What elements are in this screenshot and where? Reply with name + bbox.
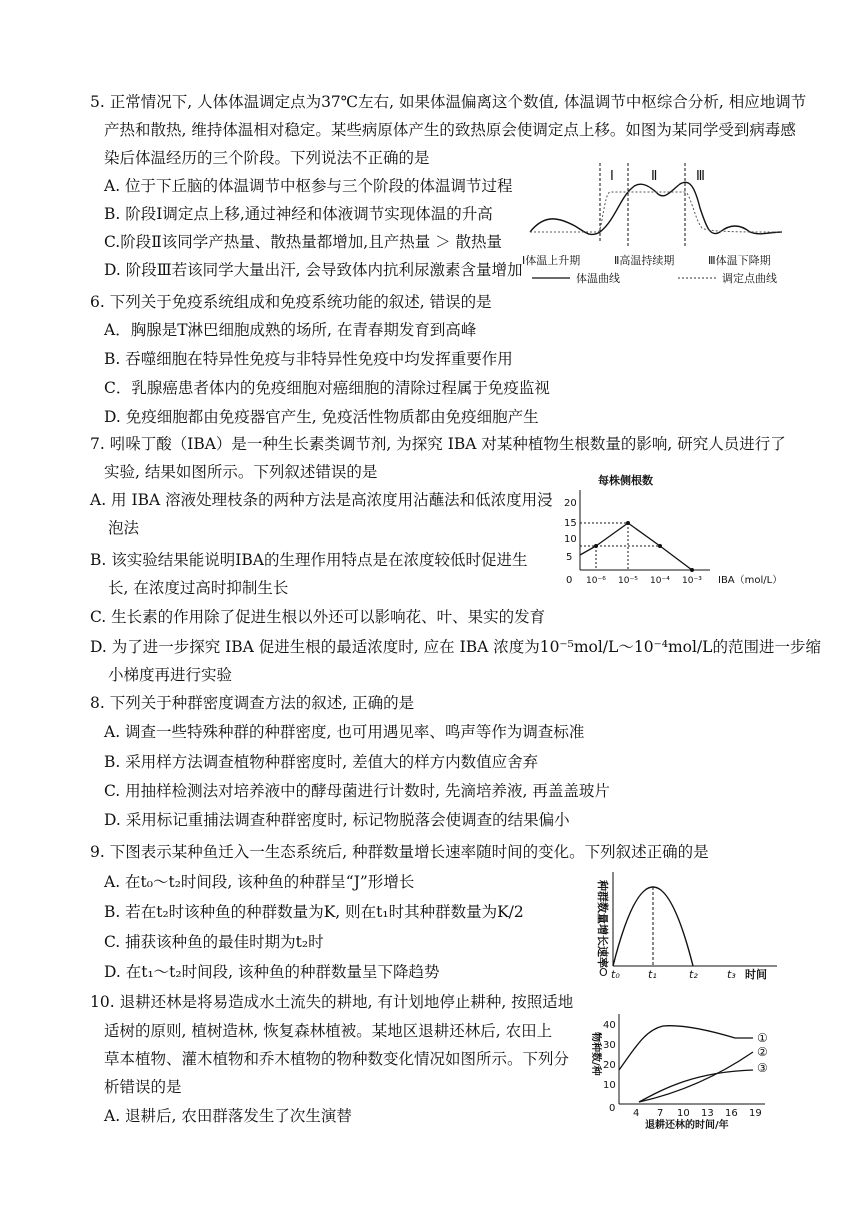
q9-xlabel: 时间 bbox=[745, 968, 767, 980]
q10-stem-line3: 草本植物、灌木植物和乔木植物的物种数变化情况如图所示。下列分 bbox=[104, 1050, 570, 1068]
q6-option-c: C．乳腺癌患者体内的免疫细胞对癌细胞的清除过程属于免疫监视 bbox=[104, 379, 550, 397]
legend-temperature: 体温曲线 bbox=[576, 272, 620, 285]
q10-species-chart bbox=[585, 1008, 795, 1130]
q9-xtick-t3: t₃ bbox=[727, 968, 736, 980]
q6-option-a: A．胸腺是T淋巴细胞成熟的场所, 在青春期发育到高峰 bbox=[104, 321, 477, 339]
q5-option-d: D. 阶段Ⅲ若该同学大量出汗, 会导致体内抗利尿激素含量增加 bbox=[104, 261, 523, 279]
q9-option-c: C. 捕获该种鱼的最佳时期为t₂时 bbox=[104, 933, 324, 951]
q7-ytick-5: 5 bbox=[566, 552, 573, 563]
set-point-curve bbox=[530, 192, 782, 232]
q7-option-b-line1: B. 该实验结果能说明IBA的生理作用特点是在浓度较低时促进生 bbox=[90, 551, 528, 569]
q10-stem-line1: 10. 退耕还林是将易造成水土流失的耕地, 有计划地停止耕种, 按照适地 bbox=[90, 993, 574, 1011]
q10-ytick-20: 20 bbox=[603, 1060, 616, 1071]
q7-ytick-20: 20 bbox=[564, 498, 577, 509]
q7-xlabel: IBA（mol/L） bbox=[718, 575, 783, 586]
q5-option-a: A. 位于下丘脑的体温调节中枢参与三个阶段的体温调节过程 bbox=[104, 177, 513, 195]
q10-series-2-label: ② bbox=[757, 1045, 768, 1059]
q9-ylabel: 种群数量增长速率 bbox=[596, 880, 609, 968]
q8-option-c: C. 用抽样检测法对培养液中的酵母菌进行计数时, 先滴培养液, 再盖盖玻片 bbox=[104, 782, 610, 800]
q6-option-b: B. 吞噬细胞在特异性免疫与非特异性免疫中均发挥重要作用 bbox=[104, 350, 513, 368]
q10-xtick-19: 19 bbox=[749, 1108, 762, 1119]
phase-1-label: Ⅰ bbox=[610, 169, 614, 184]
q9-xtick-t2: t₂ bbox=[689, 968, 698, 980]
phase-2-label: Ⅱ bbox=[651, 169, 658, 184]
q9-xtick-t0: t₀ bbox=[611, 968, 620, 980]
q5-temperature-figure bbox=[520, 158, 790, 286]
q7-ylabel: 每株侧根数 bbox=[598, 474, 653, 487]
q10-stem-line4: 析错误的是 bbox=[104, 1078, 182, 1096]
legend-set-point: 调定点曲线 bbox=[722, 272, 777, 285]
q7-stem-line2: 实验, 结果如图所示。下列叙述错误的是 bbox=[104, 463, 378, 481]
q7-xtick-1e-4: 10⁻⁴ bbox=[650, 576, 670, 586]
q8-stem: 8. 下列关于种群密度调查方法的叙述, 正确的是 bbox=[90, 694, 415, 712]
q10-xtick-13: 13 bbox=[701, 1108, 714, 1119]
q9-growth-rate-chart bbox=[585, 868, 785, 980]
q7-option-b-line2: 长, 在浓度过高时抑制生长 bbox=[108, 579, 289, 597]
q5-stem-line1: 5. 正常情况下, 人体体温调定点为37℃左右, 如果体温偏离这个数值, 体温调节中枢综合分析, 相应地调节 bbox=[90, 93, 807, 111]
q7-stem-line1: 7. 吲哚丁酸（IBA）是一种生长素类调节剂, 为探究 IBA 对某种植物生根数量的影响, 研究人员进行了 bbox=[90, 435, 786, 453]
q7-option-a-line1: A. 用 IBA 溶液处理枝条的两种方法是高浓度用沾蘸法和低浓度用浸 bbox=[90, 491, 553, 509]
q10-xtick-4: 4 bbox=[633, 1108, 640, 1119]
q10-series-3 bbox=[639, 1052, 753, 1102]
body-temperature-curve bbox=[530, 182, 782, 234]
q7-option-c: C. 生长素的作用除了促进生根以外还可以影响花、叶、果实的发育 bbox=[90, 608, 546, 626]
q7-option-d-line2: 小梯度再进行实验 bbox=[108, 666, 233, 684]
q8-option-d: D. 采用标记重捕法调查种群密度时, 标记物脱落会使调查的结果偏小 bbox=[104, 811, 570, 829]
q7-xtick-1e-6: 10⁻⁶ bbox=[586, 576, 606, 586]
q7-xtick-1e-3: 10⁻³ bbox=[682, 576, 702, 586]
q10-ytick-30: 30 bbox=[603, 1040, 616, 1051]
q10-option-a: A. 退耕后, 农田群落发生了次生演替 bbox=[104, 1107, 352, 1125]
q5-option-b: B. 阶段Ⅰ调定点上移,通过神经和体液调节实现体温的升高 bbox=[104, 205, 493, 223]
q9-option-d: D. 在t₁～t₂时间段, 该种鱼的种群数量呈下降趋势 bbox=[104, 963, 440, 981]
q8-option-b: B. 采用样方法调查植物种群密度时, 差值大的样方内数值应舍弃 bbox=[104, 753, 539, 771]
q10-ytick-10: 10 bbox=[603, 1080, 616, 1091]
q10-xtick-7: 7 bbox=[657, 1108, 664, 1119]
q5-stem-line3: 染后体温经历的三个阶段。下列说法不正确的是 bbox=[104, 149, 430, 167]
q10-series-1-label: ① bbox=[757, 1031, 768, 1045]
q6-option-d: D. 免疫细胞都由免疫器官产生, 免疫活性物质都由免疫细胞产生 bbox=[104, 408, 539, 426]
q7-option-a-line2: 泡法 bbox=[108, 519, 140, 537]
q9-origin: O bbox=[599, 966, 608, 979]
q8-option-a: A. 调查一些特殊种群的种群密度, 也可用遇见率、鸣声等作为调查标准 bbox=[104, 723, 585, 741]
q10-ytick-40: 40 bbox=[603, 1020, 616, 1031]
q10-ylabel: 物种数/种 bbox=[590, 1032, 601, 1076]
q10-ytick-0: 0 bbox=[609, 1103, 616, 1114]
q10-xlabel: 退耕还林的时间/年 bbox=[645, 1120, 729, 1130]
q7-ytick-10: 10 bbox=[564, 534, 577, 545]
q9-xtick-t1: t₁ bbox=[648, 968, 657, 980]
q10-series-1 bbox=[619, 1026, 753, 1070]
q7-ytick-0: 0 bbox=[566, 575, 573, 586]
phase-3-label: Ⅲ bbox=[696, 169, 705, 184]
q9-stem: 9. 下图表示某种鱼迁入一生态系统后, 种群数量增长速率随时间的变化。下列叙述正确的是 bbox=[90, 843, 709, 861]
q10-xtick-10: 10 bbox=[677, 1108, 690, 1119]
stage-2-label: Ⅱ高温持续期 bbox=[614, 254, 675, 267]
q7-iba-chart bbox=[560, 470, 796, 588]
q5-option-c: C.阶段Ⅱ该同学产热量、散热量都增加,且产热量 ＞ 散热量 bbox=[104, 233, 503, 251]
q7-option-d-line1: D. 为了进一步探究 IBA 促进生根的最适浓度时, 应在 IBA 浓度为10⁻⁵mol/L～10⁻⁴mol/L的范围进一步缩 bbox=[90, 638, 821, 656]
q7-ytick-15: 15 bbox=[564, 518, 577, 529]
q6-stem: 6. 下列关于免疫系统组成和免疫系统功能的叙述, 错误的是 bbox=[90, 293, 492, 311]
q9-option-b: B. 若在t₂时该种鱼的种群数量为K, 则在t₁时其种群数量为K/2 bbox=[104, 903, 524, 921]
q10-series-3-label: ③ bbox=[757, 1061, 768, 1075]
q7-xtick-1e-5: 10⁻⁵ bbox=[618, 576, 638, 586]
q5-stem-line2: 产热和散热, 维持体温相对稳定。某些病原体产生的致热原会使调定点上移。如图为某同学受到病毒感 bbox=[104, 121, 796, 139]
stage-1-label: Ⅰ体温上升期 bbox=[522, 254, 581, 267]
stage-3-label: Ⅲ体温下降期 bbox=[708, 254, 771, 267]
q9-option-a: A. 在t₀～t₂时间段, 该种鱼的种群呈“J”形增长 bbox=[104, 873, 415, 891]
q10-stem-line2: 适树的原则, 植树造林, 恢复森林植被。某地区退耕还林后, 农田上 bbox=[104, 1022, 553, 1040]
q10-xtick-16: 16 bbox=[725, 1108, 738, 1119]
